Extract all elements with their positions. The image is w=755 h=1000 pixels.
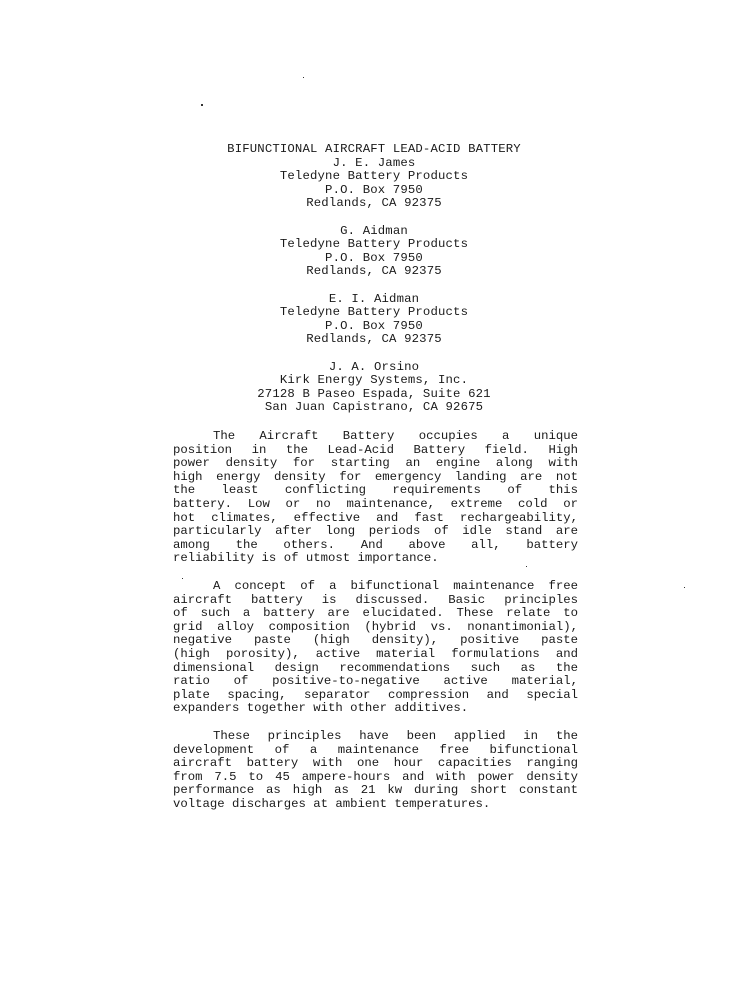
text-line: the least conflicting requirements of this [173,483,578,498]
author-name: J. E. James [332,155,416,170]
text-line: aircraft battery is discussed. Basic principles [173,592,578,607]
text-line: expanders together with other additives. [173,701,469,716]
scan-speck [303,77,304,78]
author-address: 27128 B Paseo Espada, Suite 621 [257,386,491,401]
document-title: BIFUNCTIONAL AIRCRAFT LEAD-ACID BATTERY [227,142,521,156]
text-line: position in the Lead-Acid Battery field. High [173,442,578,457]
text-line: among the others. And above all, battery [173,537,578,552]
text-line: hot climates, effective and fast rechargeability, [173,510,578,525]
author-city: Redlands, CA 92375 [306,332,442,347]
author-affiliation: Kirk Energy Systems, Inc. [279,373,469,388]
text-line: ratio of positive-to-negative active material, [173,674,578,689]
scan-speck [684,587,685,588]
text-line: voltage discharges at ambient temperatures. [173,796,491,811]
author-city: Redlands, CA 92375 [306,196,442,211]
text-line: grid alloy composition (hybrid vs. nonantimonial), [173,619,578,634]
text-line: battery. Low or no maintenance, extreme cold or [173,496,578,511]
text-line: The Aircraft Battery occupies a unique [213,429,578,443]
text-line: particularly after long periods of idle stand are [173,524,578,539]
author-affiliation: Teledyne Battery Products [279,169,469,184]
text-line: aircraft battery with one hour capacities ranging [173,756,578,771]
abstract-paragraph-2 [173,580,578,716]
text-line: A concept of a bifunctional maintenance free [213,579,578,593]
scan-speck [201,104,203,106]
text-line: performance as high as 21 kw during short constant [173,783,578,798]
text-line: dimensional design recommendations such as the [173,660,578,675]
text-line: negative paste (high density), positive paste [173,633,578,648]
text-line: These principles have been applied in the [213,729,578,743]
text-line: of such a battery are elucidated. These relate to [173,606,578,621]
text-line: (high porosity), active material formulations and [173,646,578,661]
author-name: J. A. Orsino [328,359,420,374]
author-affiliation: Teledyne Battery Products [279,305,469,320]
author-name: G. Aidman [340,223,408,238]
abstract-paragraph-1 [173,430,578,566]
title-block [170,143,578,415]
author-name: E. I. Aidman [328,291,420,306]
abstract-paragraph-3 [173,730,578,812]
author-address: P.O. Box 7950 [325,182,423,197]
author-city: San Juan Capistrano, CA 92675 [264,400,484,415]
author-address: P.O. Box 7950 [325,318,423,333]
text-line: power density for starting an engine along with [173,456,578,471]
text-line: high energy density for emergency landing are not [173,469,578,484]
author-city: Redlands, CA 92375 [306,264,442,279]
text-line: from 7.5 to 45 ampere-hours and with power density [173,769,578,784]
text-line: plate spacing, separator compression and special [173,687,578,702]
scan-speck [526,566,527,567]
text-line: development of a maintenance free bifunctional [173,742,578,757]
text-line: reliability is of utmost importance. [173,551,439,566]
scan-speck [182,578,183,579]
author-address: P.O. Box 7950 [325,250,423,265]
author-affiliation: Teledyne Battery Products [279,237,469,252]
